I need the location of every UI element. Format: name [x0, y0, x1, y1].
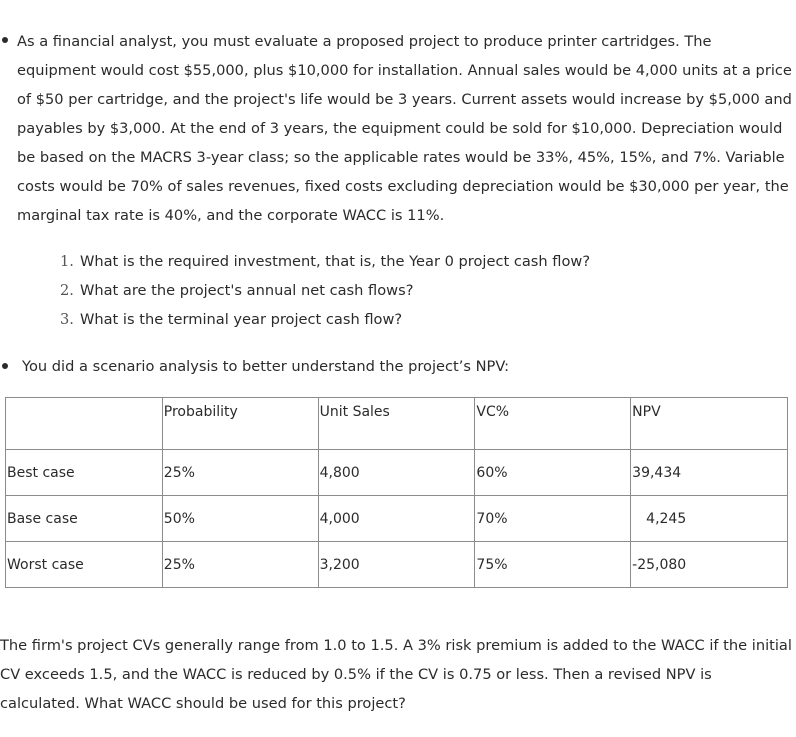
- unit-sales-cell: 3,200: [318, 542, 475, 588]
- bullet-point: [2, 37, 8, 43]
- table-header-cell: NPV: [631, 398, 788, 450]
- table-header-cell: [6, 398, 163, 450]
- case-label: Best case: [6, 450, 163, 496]
- case-label: Base case: [6, 496, 163, 542]
- question-text: What is the terminal year project cash flow?: [79, 311, 403, 328]
- table-header-cell: Unit Sales: [318, 398, 475, 450]
- unit-sales-cell: 4,000: [318, 496, 475, 542]
- question-number: 1.: [60, 253, 74, 270]
- table-header-cell: Probability: [162, 398, 318, 450]
- scenario-intro: You did a scenario analysis to better understand the project’s NPV:: [22, 358, 510, 375]
- vc-cell: 75%: [475, 542, 631, 588]
- intro-paragraph: As a financial analyst, you must evaluate a proposed project to produce printer cartridges. The equipment would cost $55,000, plus $10,000 for installation. Annual sales would be 4,000 units at a price of $50 per cartridge, and the project's life would be 3 years. Current assets would increase by $5,000 and payables by $3,000. At the end of 3 years, the equipment could be sold for $10,000. Depreciation would be based on the MACRS 3-year class; so the applicable rates would be 33%, 45%, 15%, and 7%. Variable costs would be 70% of sales revenues, fixed costs excluding depreciation would be $30,000 per year, the marginal tax rate is 40%, and the corporate WACC is 11%.: [17, 33, 792, 224]
- table-header-row: [6, 398, 788, 450]
- table-row: [6, 450, 788, 496]
- question-text: What is the required investment, that is, the Year 0 project cash flow?: [79, 253, 591, 270]
- npv-cell: -25,080: [631, 542, 788, 588]
- table-row: [6, 496, 788, 542]
- probability-cell: 50%: [162, 496, 318, 542]
- probability-cell: 25%: [162, 450, 318, 496]
- npv-cell: 4,245: [631, 496, 788, 542]
- npv-cell: 39,434: [631, 450, 788, 496]
- vc-cell: 60%: [475, 450, 631, 496]
- question-list: [60, 247, 590, 334]
- unit-sales-cell: 4,800: [318, 450, 475, 496]
- bullet-point: [2, 363, 8, 369]
- table-header-cell: VC%: [475, 398, 631, 450]
- table-row: [6, 542, 788, 588]
- vc-cell: 70%: [475, 496, 631, 542]
- case-label: Worst case: [6, 542, 163, 588]
- question-item: [60, 276, 590, 305]
- probability-cell: 25%: [162, 542, 318, 588]
- question-item: [60, 247, 590, 276]
- question-item: [60, 305, 590, 334]
- question-text: What are the project's annual net cash flows?: [79, 282, 414, 299]
- closing-paragraph: The firm's project CVs generally range from 1.0 to 1.5. A 3% risk premium is added to the WACC if the initial CV exceeds 1.5, and the WACC is reduced by 0.5% if the CV is 0.75 or less. Then a revised NPV is calculated. What WACC should be used for this project?: [0, 637, 792, 712]
- question-number: 2.: [60, 282, 74, 299]
- question-number: 3.: [60, 311, 74, 328]
- scenario-table: [5, 397, 788, 588]
